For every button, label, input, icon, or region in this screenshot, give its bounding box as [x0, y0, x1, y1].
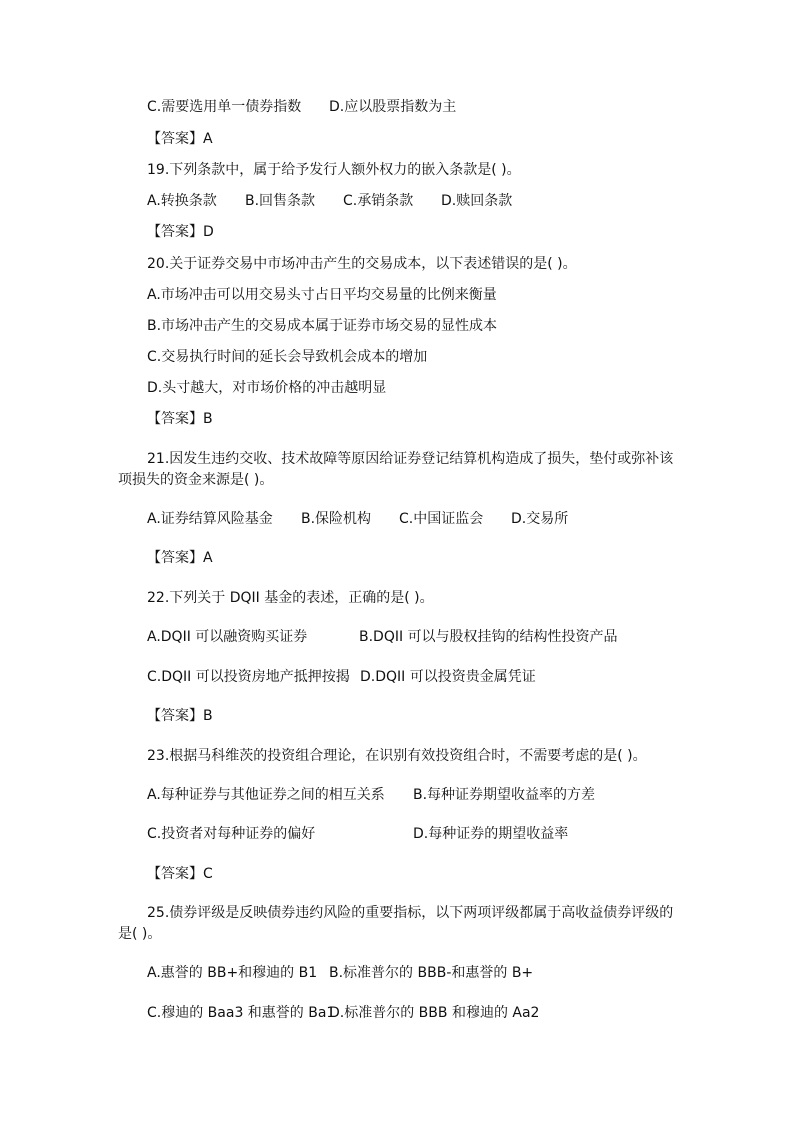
- q19-option-c: C.承销条款: [343, 193, 414, 209]
- q19-stem: 19.下列条款中，属于给予发行人额外权力的嵌入条款是( )。: [147, 162, 521, 178]
- q25-option-c: C.穆迪的 Baa3 和惠誉的 Ba1: [147, 1005, 336, 1021]
- q23-stem: 23.根据马科维茨的投资组合理论，在识别有效投资组合时，不需要考虑的是( )。: [147, 748, 647, 764]
- q18-answer: 【答案】A: [147, 131, 213, 147]
- q20-option-a: A.市场冲击可以用交易头寸占日平均交易量的比例来衡量: [147, 287, 497, 303]
- q21-option-a: A.证券结算风险基金: [147, 511, 273, 527]
- q20-stem: 20.关于证券交易中市场冲击产生的交易成本，以下表述错误的是( )。: [147, 256, 577, 272]
- q23-option-d: D.每种证券的期望收益率: [413, 826, 569, 842]
- q25-option-d: D.标准普尔的 BBB 和穆迪的 Aa2: [329, 1005, 540, 1021]
- q20-option-b: B.市场冲击产生的交易成本属于证券市场交易的显性成本: [147, 318, 498, 334]
- q22-option-d: D.DQII 可以投资贵金属凭证: [360, 669, 536, 685]
- q18-option-c: C.需要选用单一债券指数: [147, 99, 302, 115]
- q23-option-a: A.每种证券与其他证券之间的相互关系: [147, 787, 385, 803]
- q22-option-c: C.DQII 可以投资房地产抵押按揭: [147, 669, 350, 685]
- q18-option-d: D.应以股票指数为主: [329, 99, 457, 115]
- q22-option-a: A.DQII 可以融资购买证券: [147, 629, 308, 645]
- q21-answer: 【答案】A: [147, 550, 213, 566]
- q25-stem-line1: 25.债券评级是反映债券违约风险的重要指标，以下两项评级都属于高收益债券评级的: [147, 905, 674, 921]
- q21-stem-line2: 项损失的资金来源是( )。: [118, 472, 274, 488]
- q25-option-a: A.惠誉的 BB+和穆迪的 B1: [147, 965, 318, 981]
- q22-option-b: B.DQII 可以与股权挂钩的结构性投资产品: [359, 629, 618, 645]
- q23-answer: 【答案】C: [147, 866, 213, 882]
- q22-answer: 【答案】B: [147, 708, 213, 724]
- q21-stem-line1: 21.因发生违约交收、技术故障等原因给证券登记结算机构造成了损失，垫付或弥补该: [147, 451, 674, 467]
- q22-stem: 22.下列关于 DQII 基金的表述，正确的是( )。: [147, 590, 434, 606]
- q19-option-b: B.回售条款: [245, 193, 316, 209]
- q19-option-d: D.赎回条款: [441, 193, 513, 209]
- q23-option-c: C.投资者对每种证券的偏好: [147, 826, 316, 842]
- q20-option-d: D.头寸越大，对市场价格的冲击越明显: [147, 380, 387, 396]
- q20-option-c: C.交易执行时间的延长会导致机会成本的增加: [147, 349, 428, 365]
- q19-answer: 【答案】D: [147, 224, 214, 240]
- q21-option-c: C.中国证监会: [399, 511, 484, 527]
- q21-option-b: B.保险机构: [301, 511, 372, 527]
- q19-option-a: A.转换条款: [147, 193, 217, 209]
- q25-option-b: B.标准普尔的 BBB-和惠誉的 B+: [329, 965, 534, 981]
- q25-stem-line2: 是( )。: [118, 926, 162, 942]
- q20-answer: 【答案】B: [147, 411, 213, 427]
- q23-option-b: B.每种证券期望收益率的方差: [413, 787, 596, 803]
- q21-option-d: D.交易所: [511, 511, 569, 527]
